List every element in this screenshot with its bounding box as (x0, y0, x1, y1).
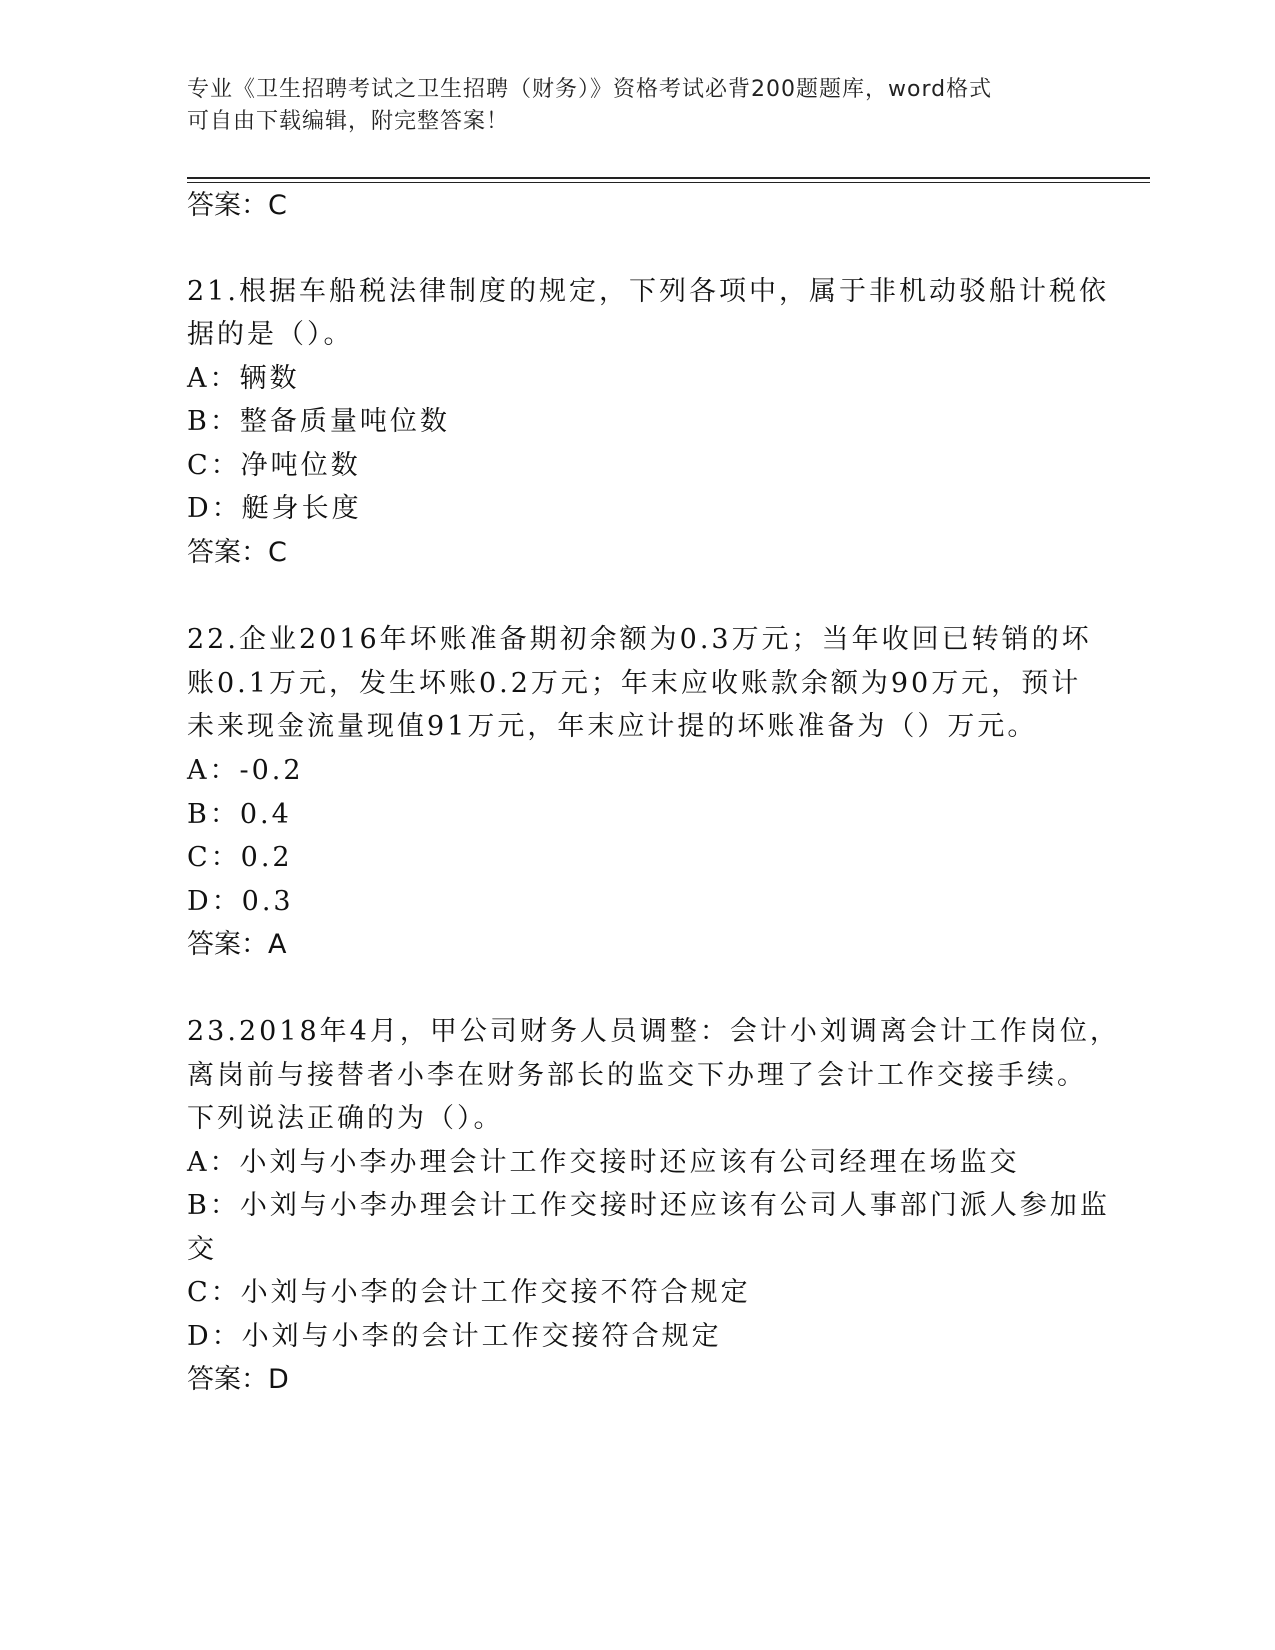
option-c: C：小刘与小李的会计工作交接不符合规定 (187, 1277, 751, 1308)
option-a: A：-0.2 (187, 755, 304, 786)
header-rule-thick (187, 177, 1150, 179)
option-a: A：辆数 (187, 363, 300, 394)
option-b: B：小刘与小李办理会计工作交接时还应该有公司人事部门派人参加监 (187, 1190, 1110, 1221)
answer: 答案：D (187, 1364, 289, 1395)
question-stem-line: 离岗前与接替者小李在财务部长的监交下办理了会计工作交接手续。 (187, 1060, 1087, 1091)
question-stem-line: 23.2018年4月，甲公司财务人员调整：会计小刘调离会计工作岗位， (187, 1016, 1120, 1047)
question-stem-line: 下列说法正确的为（）。 (187, 1103, 504, 1134)
answer: 答案：A (187, 929, 287, 960)
question-stem-line: 据的是（）。 (187, 319, 354, 350)
option-b: B：0.4 (187, 799, 292, 830)
option-b-continued: 交 (187, 1234, 217, 1265)
header-rule-thin (187, 182, 1150, 183)
option-c: C：净吨位数 (187, 450, 361, 481)
option-d: D：小刘与小李的会计工作交接符合规定 (187, 1321, 722, 1352)
option-c: C：0.2 (187, 842, 293, 873)
option-d: D：艇身长度 (187, 493, 362, 524)
option-d: D：0.3 (187, 886, 294, 917)
previous-answer: 答案：C (187, 190, 287, 221)
header-line-2: 可自由下载编辑，附完整答案！ (187, 109, 510, 134)
option-a: A：小刘与小李办理会计工作交接时还应该有公司经理在场监交 (187, 1147, 1020, 1178)
question-stem-line: 21.根据车船税法律制度的规定，下列各项中，属于非机动驳船计税依 (187, 276, 1109, 307)
option-b: B：整备质量吨位数 (187, 406, 450, 437)
answer: 答案：C (187, 537, 287, 568)
question-stem-line: 账0.1万元，发生坏账0.2万元；年末应收账款余额为90万元，预计 (187, 668, 1082, 699)
question-stem-line: 未来现金流量现值91万元，年末应计提的坏账准备为（）万元。 (187, 711, 1038, 742)
header-line-1: 专业《卫生招聘考试之卫生招聘（财务）》资格考试必背200题题库，word格式 (187, 77, 993, 102)
page-header (187, 74, 1067, 138)
question-stem-line: 22.企业2016年坏账准备期初余额为0.3万元；当年收回已转销的坏 (187, 624, 1092, 655)
